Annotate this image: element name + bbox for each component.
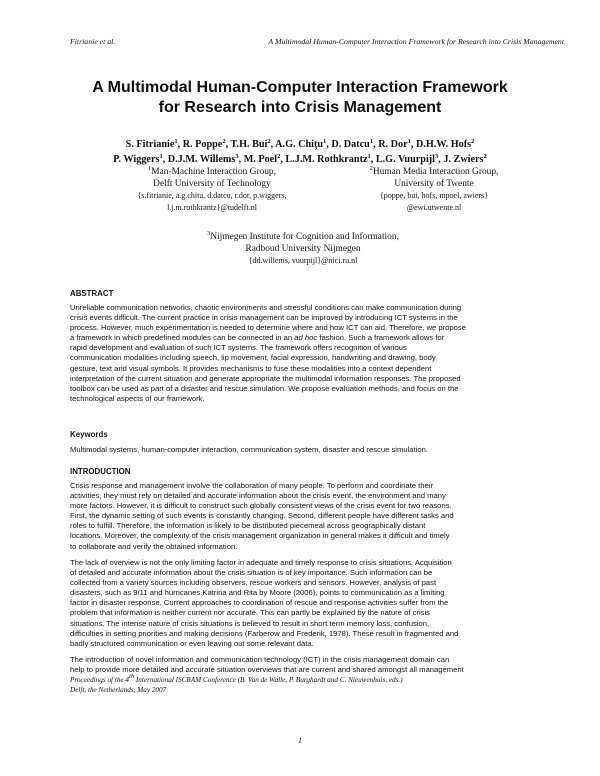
abstract-body: [70, 303, 540, 404]
author-affiliation-marker: 3: [435, 152, 439, 160]
affiliation-marker: 2: [369, 165, 373, 172]
author-name: S. Fitrianie: [125, 139, 175, 150]
keywords-body: [70, 445, 540, 455]
affiliation-marker: 1: [148, 165, 152, 172]
author-name: M. Poel: [243, 153, 278, 165]
author-name: J. Zwiers: [443, 153, 484, 165]
paragraph-line: Crisis response and management involve the collaboration of many people. To perform and coordinate their: [70, 481, 433, 490]
author-affiliation-marker: 3: [235, 152, 239, 160]
affiliation-email: {poppe, bui, hofs, mpoel, zwiers}: [379, 191, 489, 200]
abstract-line: technological aspects of our framework.: [70, 393, 205, 403]
author-affiliation-marker: 2: [471, 138, 475, 145]
abstract-line: gesture, text and visual symbols. It provides mechanisms to fuse these modalities into a context dependent: [70, 363, 432, 373]
author-name: T.H. Bui: [230, 139, 268, 150]
author-affiliation-marker: 2: [267, 138, 271, 145]
paragraph-line: The introduction of novel information and communication technology (ICT) in the crisis management domain can: [70, 655, 450, 664]
author-line: S. Fitrianie$^1$, R. Poppe$^2$, T.H. Bui$^2$, A.G. Chiţu$^1$, D. Datcu$^1$, R. Dor$^1$, D.H.W. Hofs$^2$: [125, 138, 475, 150]
author-affiliation-marker: 1: [407, 138, 411, 145]
author-name: D.H.W. Hofs: [415, 139, 472, 150]
author-name: D. Datcu: [331, 139, 370, 150]
affiliation-email: {s.fitrianie, a.g.chitu, d.datcu, r.dor, p.wiggers,: [137, 191, 287, 200]
introduction-heading: INTRODUCTION: [70, 467, 131, 476]
abstract-line: toolbox can be used as part of a disaster and rescue simulation. We propose evaluation methods, and focus on the: [70, 383, 459, 393]
affiliation-twente: [314, 166, 554, 214]
abstract-heading: ABSTRACT: [70, 289, 114, 298]
paragraph-line: factor in disaster response. Current approaches to coordination of rescue and response activities suffer from the: [70, 598, 449, 608]
proceedings-footer: [70, 673, 403, 695]
author-affiliation-marker: 2: [222, 138, 226, 145]
author-affiliation-marker: 1: [323, 138, 327, 145]
paragraph-line: First, the dynamic setting of such events is constantly changing. Second, different people have different tasks and: [70, 511, 454, 521]
affiliation-delft: [108, 166, 316, 214]
affiliation-group: Nijmegen Institute for Cognition and Information,: [210, 232, 399, 242]
running-header-authors: Fitrianie et al.: [70, 37, 116, 46]
paragraph-line: badly structured communication or even leaving out some relevant data.: [70, 638, 314, 648]
paragraph-line: activities, they must rely on detailed and accurate information about the crisis event, the environment and many: [70, 491, 446, 501]
paragraph-line: difficulties in setting priorities and making decisions (Farberow and Frederik, 1978). These result in fragmented and: [70, 628, 459, 638]
paper-title-line: for Research into Crisis Management: [158, 99, 442, 116]
running-header-title: A Multimodal Human-Computer Interaction Framework for Research into Crisis Management: [268, 37, 564, 46]
affiliation-nijmegen: [150, 231, 456, 267]
paper-title-line: A Multimodal Human-Computer Interaction Framework: [92, 79, 508, 96]
keywords-line: Multimodal systems, human-computer interaction, communication system, disaster and rescue simulation.: [70, 445, 428, 454]
author-affiliation-marker: 1: [369, 138, 374, 145]
author-name: L.G. Vuurpijl: [375, 153, 435, 165]
proceedings-location: Delft, the Netherlands, May 2007: [70, 685, 167, 694]
introduction-paragraph-1: [70, 481, 540, 552]
abstract-line: interpretation of the current situation and generate appropriate the multimodal information responses. The proposed: [70, 373, 461, 383]
paragraph-line: of detailed and accurate information about the crisis situation is of key importance. Such information can be: [70, 568, 433, 578]
introduction-paragraph-3: [70, 655, 540, 675]
affiliation-email: {dd.willems, vuurpijl}@nici.ru.nl: [248, 256, 358, 265]
keywords-heading: Keywords: [70, 430, 108, 439]
author-name: R. Dor: [378, 139, 408, 150]
abstract-line: Unreliable communication networks, chaotic environments and stressful conditions can make communication during: [70, 303, 462, 312]
affiliation-institution: Radboud University Nijmegen: [245, 244, 361, 254]
paragraph-line: collected from a variety sources including observers, rescue workers and sensors. However, analysis of past: [70, 578, 437, 588]
author-name: L.J.M. Rothkrantz: [285, 153, 368, 165]
paragraph-line: The lack of overview is not the only limiting factor in adequate and timely response to crisis situations. Acquisition: [70, 558, 452, 567]
author-name: D.J.M. Willems: [167, 153, 236, 165]
affiliation-institution: Delft University of Technology: [153, 179, 271, 189]
abstract-line: rapid development and evaluation of such ICT systems. The framework offers recognition of various: [70, 343, 407, 353]
author-affiliation-marker: 2: [277, 152, 281, 160]
abstract-line: crisis events difficult. The current practice in crisis management can be improved by introducing ICT systems in the: [70, 313, 458, 323]
affiliation-institution: University of Twente: [394, 179, 474, 189]
author-affiliation-marker: 1: [367, 152, 371, 160]
paragraph-line: roles to fulfill. Therefore, the information is likely to be distributed piecemeal across geographically distant: [70, 521, 426, 531]
author-name: A.G. Chiţu: [275, 139, 324, 150]
author-line: P. Wiggers$^1$, D.J.M. Willems$^3$, M. Poel$^2$, L.J.M. Rothkrantz$^1$, L.G. Vuurpijl$^3$, J. Zwiers$^2$: [113, 152, 487, 165]
author-list: [60, 138, 540, 167]
author-name: P. Wiggers: [113, 153, 160, 165]
abstract-line: communication modalities including speech, lip movement, facial expression, handwriting and drawing, body: [70, 353, 436, 363]
paragraph-line: problem that information is neither current nor accurate. This can partly be explained by the nature of crisis: [70, 608, 431, 618]
abstract-line: process. However, much experimentation is needed to determine where and how ICT can aid. Therefore, we propose: [70, 323, 466, 333]
proceedings-line: Proceedings of the 4th International ISCRAM Conference (B. Van de Walle, P. Burghardt and C. Nieuwenhuis, eds.): [70, 673, 403, 684]
ad-hoc-emphasis: ad hoc: [294, 333, 318, 343]
introduction-paragraph-2: [70, 558, 540, 649]
paper-title: [40, 78, 560, 118]
page-number: 1: [298, 736, 302, 745]
author-affiliation-marker: 2: [483, 152, 487, 160]
paragraph-line: more factors. However, it is difficult to construct such globally consistent views of the crisis event for two reasons.: [70, 501, 452, 511]
author-affiliation-marker: 1: [159, 152, 163, 160]
paragraph-line: to collaborate and verify the obtained information.: [70, 541, 238, 551]
affiliation-group: Man-Machine Interaction Group,: [151, 167, 276, 177]
abstract-line: a framework in which predefined modules can be connected in an ad hoc fashion. Such a framework allows for: [70, 333, 445, 343]
affiliation-marker: 3: [207, 230, 211, 237]
paragraph-line: situations. The intense nature of crisis situations is believed to result in short term memory loss, confusion,: [70, 618, 430, 628]
affiliation-email: @ewi.utwente.nl: [406, 203, 462, 212]
paragraph-line: disasters, such as 9/11 and hurricanes Katrina and Rita by Moore (2006), points to communication as a limiting: [70, 588, 445, 598]
author-name: R. Poppe: [182, 139, 223, 150]
paragraph-line: help to provide more detailed and accurate situation overviews that are current and shared amongst all management: [70, 665, 464, 675]
paragraph-line: locations. Moreover, the complexity of the crisis management organization in general makes it difficult and timely: [70, 531, 450, 541]
author-affiliation-marker: 1: [174, 138, 178, 145]
affiliation-email: l.j.m.rothkrantz}@tudelft.nl: [167, 203, 257, 212]
affiliation-group: Human Media Interaction Group,: [372, 167, 499, 177]
